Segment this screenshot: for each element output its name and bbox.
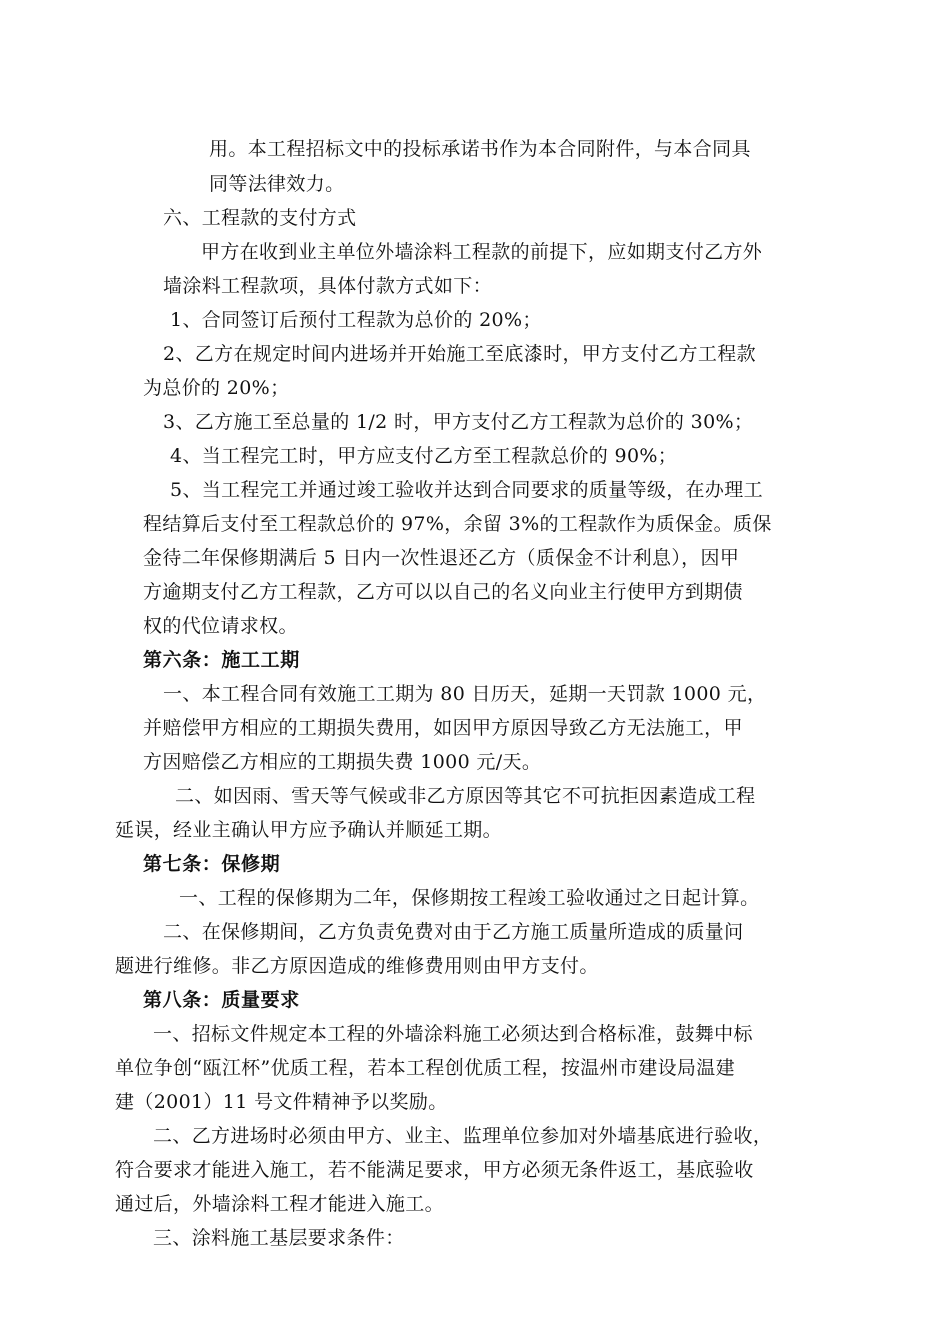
text-line: 符合要求才能进入施工，若不能满足要求，甲方必须无条件返工，基底验收 [115,1159,754,1181]
text-line: 二、如因雨、雪天等气候或非乙方原因等其它不可抗拒因素造成工程 [175,785,756,807]
text-line: 延误，经业主确认甲方应予确认并顺延工期。 [115,819,503,841]
list-item: 2、乙方在规定时间内进场并开始施工至底漆时，甲方支付乙方工程款 [163,343,756,365]
section-heading: 六、工程款的支付方式 [163,207,357,229]
article-heading: 第七条：保修期 [143,853,281,875]
text-line: 权的代位请求权。 [143,615,298,637]
text-line: 二、在保修期间，乙方负责免费对由于乙方施工质量所造成的质量问 [163,921,744,943]
article-heading: 第六条：施工工期 [143,649,300,671]
text-line: 建（2001）11 号文件精神予以奖励。 [115,1091,448,1113]
article-heading: 第八条：质量要求 [143,989,300,1011]
text-line: 同等法律效力。 [209,173,345,195]
text-line: 用。本工程招标文中的投标承诺书作为本合同附件，与本合同具 [209,138,751,160]
text-line: 一、工程的保修期为二年，保修期按工程竣工验收通过之日起计算。 [179,887,760,909]
text-line: 方因赔偿乙方相应的工期损失费 1000 元/天。 [143,751,542,773]
text-line: 墙涂料工程款项，具体付款方式如下： [163,275,492,297]
text-line: 题进行维修。非乙方原因造成的维修费用则由甲方支付。 [115,955,599,977]
text-line: 二、乙方进场时必须由甲方、业主、监理单位参加对外墙基底进行验收， [153,1125,773,1147]
text-line: 为总价的 20%； [143,377,290,399]
text-line: 金待二年保修期满后 5 日内一次性退还乙方（质保金不计利息），因甲 [143,547,740,569]
list-item: 3、乙方施工至总量的 1/2 时，甲方支付乙方工程款为总价的 30%； [163,411,754,433]
list-item: 1、合同签订后预付工程款为总价的 20%； [170,309,542,331]
list-item: 4、当工程完工时，甲方应支付乙方至工程款总价的 90%； [170,445,678,467]
text-line: 单位争创“瓯江杯”优质工程，若本工程创优质工程，按温州市建设局温建 [115,1057,735,1079]
text-line: 方逾期支付乙方工程款，乙方可以以自己的名义向业主行使甲方到期债 [143,581,743,603]
text-line: 三、涂料施工基层要求条件： [153,1227,405,1249]
text-line: 一、本工程合同有效施工工期为 80 日历天，延期一天罚款 1000 元， [163,683,767,705]
text-line: 通过后，外墙涂料工程才能进入施工。 [115,1193,444,1215]
text-line: 并赔偿甲方相应的工期损失费用，如因甲方原因导致乙方无法施工，甲 [143,717,743,739]
list-item: 5、当工程完工并通过竣工验收并达到合同要求的质量等级，在办理工 [170,479,763,501]
text-line: 一、招标文件规定本工程的外墙涂料施工必须达到合格标准，鼓舞中标 [153,1023,753,1045]
text-line: 甲方在收到业主单位外墙涂料工程款的前提下，应如期支付乙方外 [201,241,763,263]
text-line: 程结算后支付至工程款总价的 97%，余留 3%的工程款作为质保金。质保 [143,513,772,535]
